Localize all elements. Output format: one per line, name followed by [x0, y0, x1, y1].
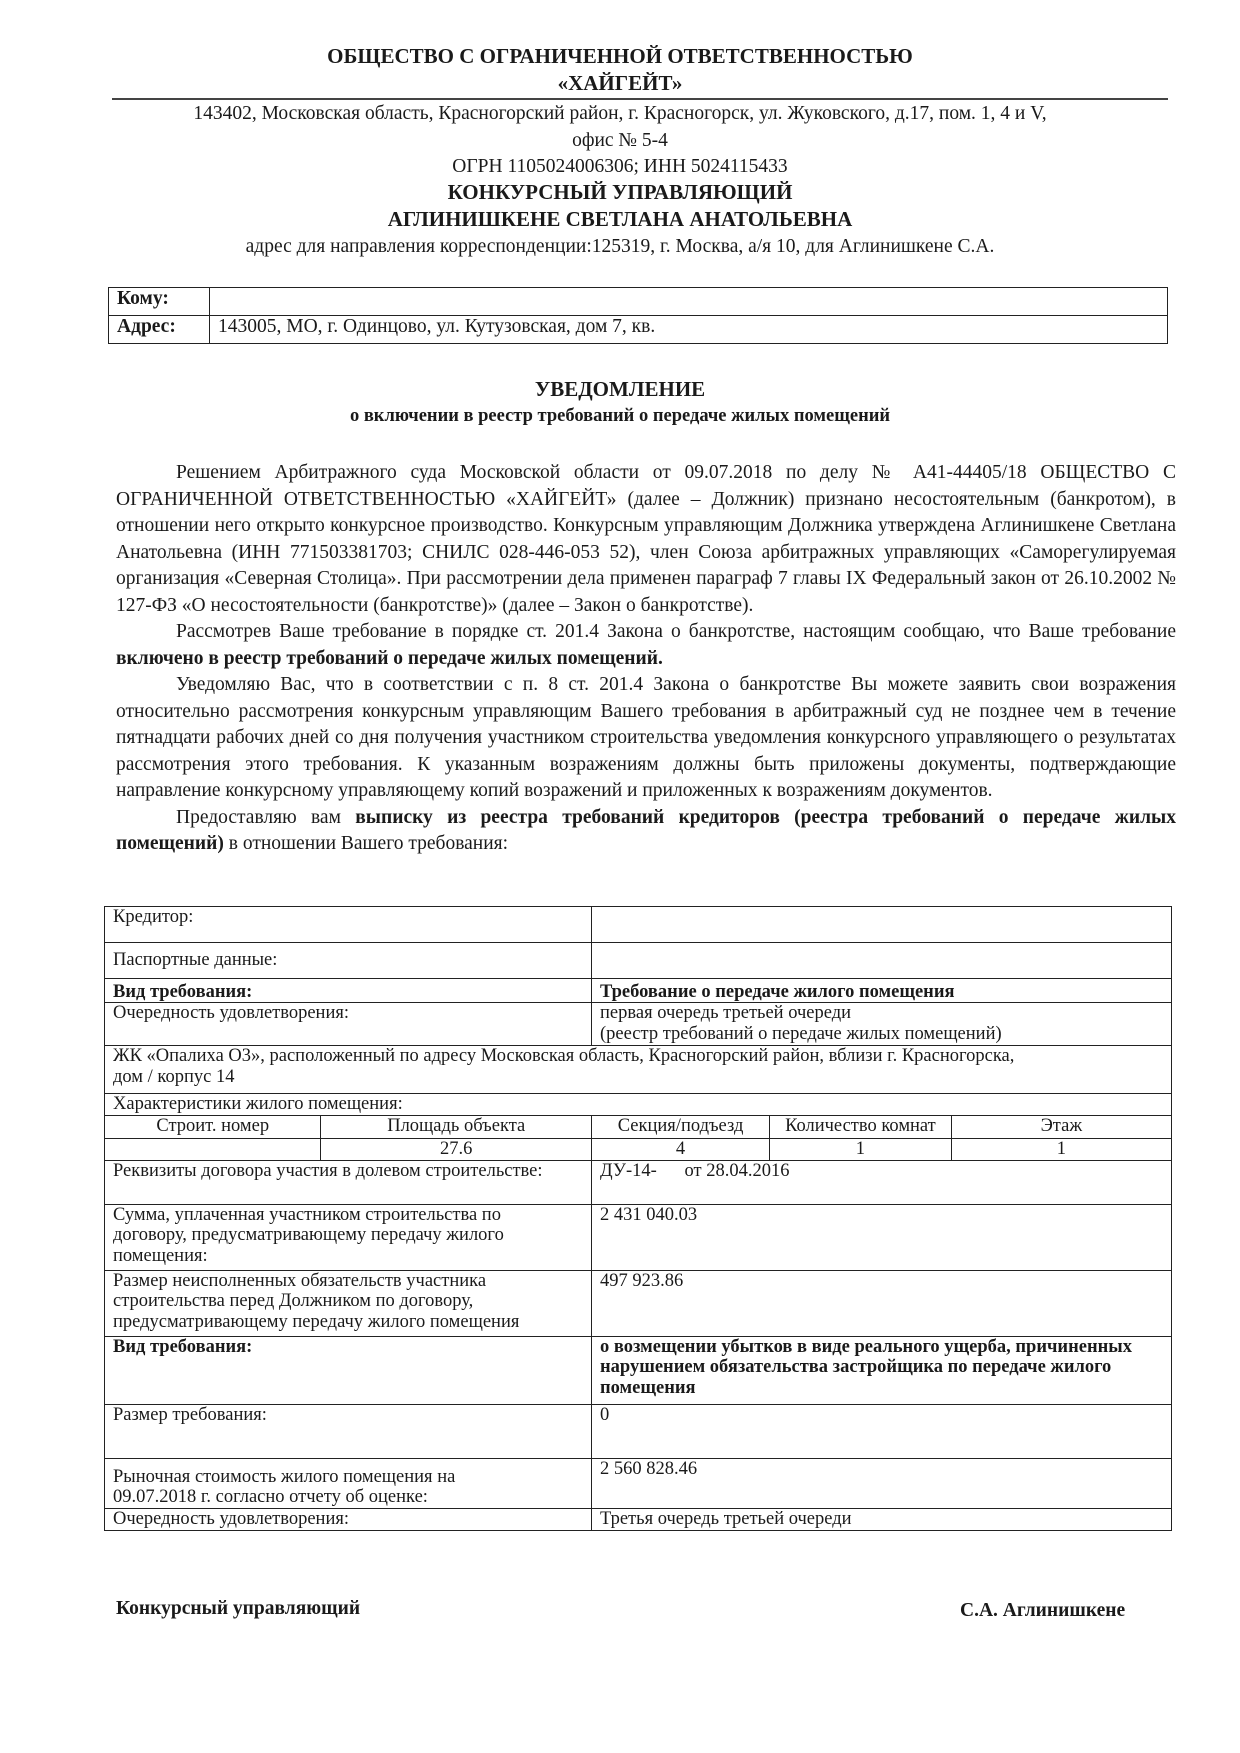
characteristics-label: Характеристики жилого помещения: — [105, 1094, 1172, 1116]
priority2-label: Очередность удовлетворения: — [105, 1508, 592, 1530]
paragraph-objections: Уведомляю Вас, что в соответствии с п. 8 ст. 201.4 Закона о банкротстве Вы можете заявить свои возражения относительно рассмотрения конкурсным управляющим Вашего требования в арбитражный суд не позднее чем в течение пятнадцати рабочих дней со дня получения участником строительства уведомления конкурсного управляющего о результатах рассмотрения этого требования. К указанным возражениям должны быть приложены документы, подтверждающие направление конкурсному управляющему копий возражений и приложенных к возражениям документов. — [116, 674, 1176, 801]
priority-value-line2: (реестр требований о передаче жилых помещений) — [600, 1023, 1002, 1044]
unfulfilled-label — [105, 1270, 592, 1336]
claim-type-value: Требование о передаче жилого помещения — [592, 979, 1172, 1003]
registry-extract-table — [104, 906, 1172, 1531]
char-header-area: Площадь объекта — [321, 1115, 592, 1138]
signature-position: Конкурсный управляющий — [116, 1598, 361, 1619]
complex-line2: дом / корпус 14 — [113, 1066, 235, 1087]
contract-label — [105, 1160, 592, 1204]
org-address-line1: 143402, Московская область, Красногорский район, г. Красногорск, ул. Жуковского, д.17, пом. 1, 4 и V, — [193, 103, 1047, 124]
char-header-floor: Этаж — [951, 1115, 1171, 1138]
claim-size-value: 0 — [592, 1404, 1172, 1458]
priority2-value: Третья очередь третьей очереди — [592, 1508, 1172, 1530]
address-value: 143005, МО, г. Одинцово, ул. Кутузовская, дом 7, кв. — [210, 316, 1168, 344]
creditor-value — [592, 907, 1172, 943]
char-value-build-number — [105, 1138, 321, 1160]
contract-value: ДУ-14- от 28.04.2016 — [592, 1160, 1172, 1204]
market-value-label — [105, 1458, 592, 1508]
complex-line1: ЖК «Опалиха О3», расположенный по адресу Московская область, Красногорский район, вблизи г. Красногорска, — [113, 1046, 1015, 1066]
market-value-label-text: Рыночная стоимость жилого помещения на 09.07.2018 г. согласно отчету об оценке: — [113, 1466, 456, 1507]
char-header-section: Секция/подъезд — [592, 1115, 770, 1138]
char-header-build-number: Строит. номер — [105, 1115, 321, 1138]
correspondence-address: адрес для направления корреспонденции:125319, г. Москва, а/я 10, для Аглинишкене С.А. — [245, 236, 995, 257]
char-value-floor: 1 — [951, 1138, 1171, 1160]
char-value-rooms: 1 — [770, 1138, 952, 1160]
claim-type-label: Вид требования: — [105, 979, 592, 1003]
inclusion-text: Рассмотрев Ваше требование в порядке ст. 201.4 Закона о банкротстве, настоящим сообщаю, что Ваше требование — [176, 621, 1176, 642]
claim-size-label: Размер требования: — [105, 1404, 592, 1458]
notice-body — [116, 460, 1176, 858]
passport-value — [592, 943, 1172, 979]
char-value-section: 4 — [592, 1138, 770, 1160]
priority-value — [592, 1003, 1172, 1046]
org-name-line1: ОБЩЕСТВО С ОГРАНИЧЕННОЙ ОТВЕТСТВЕННОСТЬЮ — [327, 44, 913, 68]
passport-label: Паспортные данные: — [105, 943, 592, 979]
header-rule — [112, 98, 1168, 100]
org-address-line2: офис № 5-4 — [572, 130, 668, 151]
residential-complex — [105, 1046, 1172, 1094]
paid-value: 2 431 040.03 — [592, 1204, 1172, 1270]
extract-text-end: в отношении Вашего требования: — [223, 833, 509, 854]
manager-title: КОНКУРСНЫЙ УПРАВЛЯЮЩИЙ — [447, 180, 793, 204]
char-value-area: 27.6 — [321, 1138, 592, 1160]
creditor-label: Кредитор: — [105, 907, 592, 943]
paid-label-text: Сумма, уплаченная участником строительства по договору, предусматривающему передачу жилого помещения: — [113, 1204, 504, 1266]
to-value — [210, 288, 1168, 316]
priority-label: Очередность удовлетворения: — [105, 1003, 592, 1046]
address-label: Адрес: — [109, 316, 210, 344]
unfulfilled-value: 497 923.86 — [592, 1270, 1172, 1336]
market-value: 2 560 828.46 — [592, 1458, 1172, 1508]
extract-text-start: Предоставляю вам — [176, 806, 356, 828]
priority-value-line1: первая очередь третьей очереди — [600, 1003, 852, 1023]
paragraph-inclusion — [116, 619, 1176, 672]
claim-type2-label: Вид требования: — [105, 1336, 592, 1404]
notice-subtitle: о включении в реестр требований о передаче жилых помещений — [349, 406, 891, 426]
extract-bold: выписку из реестра требований кредиторов (реестра требований о передаче жилых помещений) — [116, 806, 1176, 854]
notice-title: УВЕДОМЛЕНИЕ — [534, 377, 706, 401]
claim-type2-value: о возмещении убытков в виде реального ущерба, причиненных нарушением обязательства застройщика по передаче жилого помещения — [592, 1336, 1172, 1404]
signature-name: С.А. Аглинишкене — [960, 1600, 1126, 1621]
unfulfilled-label-text: Размер неисполненных обязательств участника строительства перед Должником по договору, предусматривающему передачу жилого помещения — [113, 1270, 520, 1332]
inclusion-bold: включено в реестр требований о передаче жилых помещений. — [116, 647, 663, 669]
paragraph-extract — [116, 805, 1176, 858]
to-label: Кому: — [109, 288, 210, 316]
contract-label-text: Реквизиты договора участия в долевом строительстве: — [113, 1160, 543, 1181]
char-header-rooms: Количество комнат — [770, 1115, 952, 1138]
org-name-line2: «ХАЙГЕЙТ» — [557, 71, 683, 95]
paragraph-decision: Решением Арбитражного суда Московской области от 09.07.2018 по делу № А41-44405/18 ОБЩЕСТВО С ОГРАНИЧЕННОЙ ОТВЕТСТВЕННОСТЬЮ «ХАЙГЕЙТ» (далее – Должник) признано несостоятельным (банкротом), в отношении него открыто конкурсное производство. Конкурсным управляющим Должника утверждена Аглинишкене Светлана Анатольевна (ИНН 771503381703; СНИЛС 028-446-053 52), член Союза арбитражных управляющих «Саморегулируемая организация «Северная Столица». При рассмотрении дела применен параграф 7 главы IX Федеральный закон от 26.10.2002 № 127-ФЗ «О несостоятельности (банкротстве)» (далее – Закон о банкротстве). — [116, 462, 1176, 616]
org-ogrn-inn: ОГРН 1105024006306; ИНН 5024115433 — [452, 156, 788, 177]
paid-label — [105, 1204, 592, 1270]
recipient-table — [108, 287, 1168, 344]
manager-name: АГЛИНИШКЕНЕ СВЕТЛАНА АНАТОЛЬЕВНА — [387, 207, 853, 231]
